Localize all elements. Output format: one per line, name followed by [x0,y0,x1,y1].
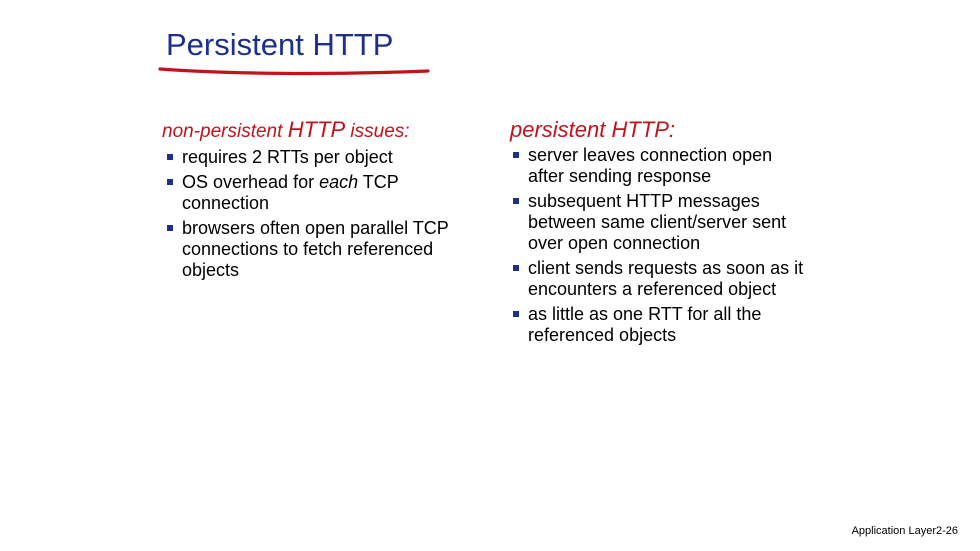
left-column [162,118,482,285]
list-item: subsequent HTTP messages between same client/server sent over open connection [508,191,808,254]
bullet-icon [167,225,173,231]
bullet-icon [167,154,173,160]
bullet-icon [167,179,173,185]
right-column [508,118,808,350]
bullet-icon [513,311,519,317]
list-item: requires 2 RTTs per object [162,147,482,168]
slide-footer: Application Layer2-26 [851,525,958,537]
list-item: server leaves connection open after sending response [508,145,808,187]
right-column-heading: persistent HTTP: [510,117,676,142]
list-item: as little as one RTT for all the referenced objects [508,304,808,346]
right-bullet-list [508,145,808,346]
slide-title: Persistent HTTP [166,27,394,62]
title-underline [158,62,430,80]
list-item: client sends requests as soon as it encounters a referenced object [508,258,808,300]
bullet-icon [513,265,519,271]
bullet-icon [513,152,519,158]
list-item: OS overhead for each TCP connection [162,172,482,214]
list-item: browsers often open parallel TCP connections to fetch referenced objects [162,218,482,281]
emphasis-text: each [319,172,359,192]
bullet-icon [513,198,519,204]
left-column-heading: non-persistent HTTP issues: [162,117,410,142]
left-bullet-list [162,147,482,281]
